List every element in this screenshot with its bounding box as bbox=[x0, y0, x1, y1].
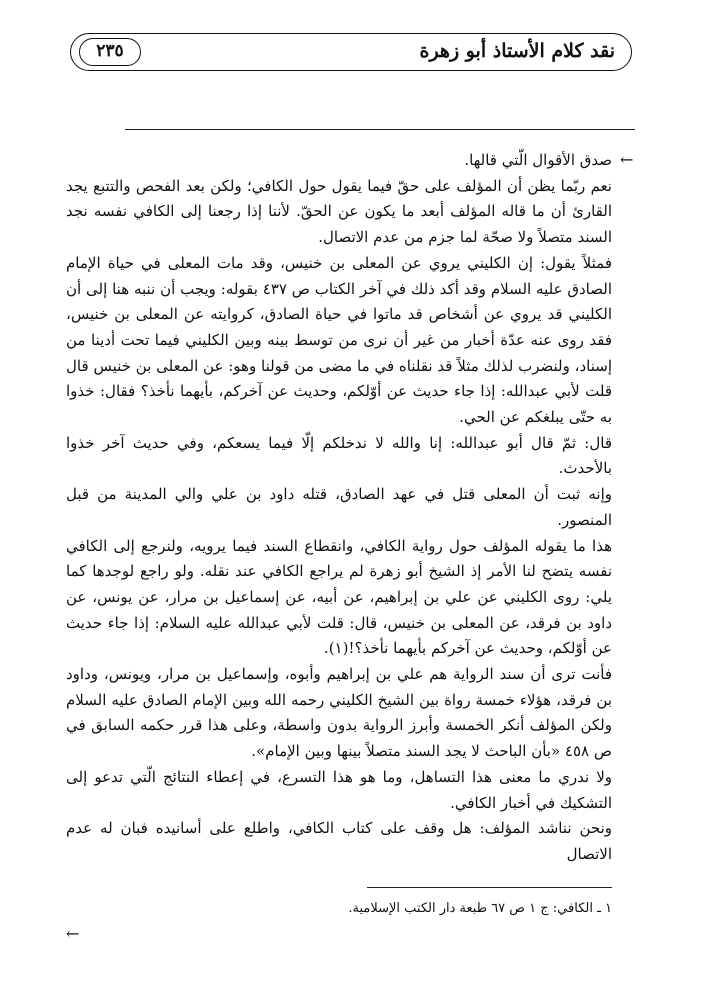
paragraph: فأنت ترى أن سند الرواية هم علي بن إبراهيم وأبوه، وإسماعيل بن مرار، ويونس، وداود بن فرقد، هؤلاء خمسة رواة بين الشيخ الكليني رحمه الله وبين الإمام الصادق عليه السلام ولكن المؤلف أنكر الخمسة وأبرز الرواية بدون واسطة، وعلى هذا قرر حكمه السابق في ص ٤٥٨ «بأن الباحث لا يجد السند متصلاً بينها وبين الإمام». bbox=[66, 665, 612, 761]
paragraph: هذا ما يقوله المؤلف حول رواية الكافي، وانقطاع السند فيما يرويه، ولنرجع إلى الكافي نفسه يتضح لنا الأمر إذ الشيخ أبو زهرة لم يراجع الكافي عند نقله. ولو راجع لوجدها كما يلي: روى الكليني عن علي بن إبراهيم، عن أبيه، عن إسماعيل بن مرار، عن يونس، عن داود بن فرقد، عن المعلى بن خنيس، قال: قلت لأبي عبدالله عليه السلام: إذا جاء حديث عن أوّلكم، وحديث عن آخركم بأيهما نأخذ؟!(١). bbox=[66, 536, 612, 658]
page-number: ٢٣٥ bbox=[79, 38, 141, 66]
main-text bbox=[66, 148, 612, 868]
footnote: ١ ـ الكافي: ج ١ ص ٦٧ طبعة دار الكتب الإسلامية. bbox=[348, 901, 612, 916]
paragraph: فمثلاً يقول: إن الكليني يروي عن المعلى بن خنيس، وقد مات المعلى في حياة الإمام الصادق عليه السلام وقد أكد ذلك في آخر الكتاب ص ٤٣٧ بقوله: ويجب أن ننبه هنا إلى أن الكليني قد يروي عن أشخاص قد ماتوا في حياة الصادق، كروايته عن المعلى بن خنيس، فقد روى عنه عدّة أخبار من غير أن نرى من توسط بينه وبين الكليني فيما تحت أدينا من إسناد، ولنضرب لذلك مثلاً قد نقلناه في ما مضى من قولنا وهو: عن المعلى بن خنيس قال قلت لأبي عبدالله: إذا جاء حديث عن أوّلكم، وحديث عن آخركم، بأيهما نأخذ؟ فقال: خذوا به حتّى يبلغكم عن الحي. bbox=[66, 253, 612, 427]
header-divider bbox=[125, 129, 635, 130]
paragraph: قال: ثمّ قال أبو عبدالله: إنا والله لا ندخلكم إلّا فيما يسعكم، وفي حديث آخر خذوا بالأحدث. bbox=[66, 433, 612, 478]
paragraph: نعم ربّما يظن أن المؤلف على حقّ فيما يقول حول الكافي؛ ولكن بعد الفحص والتتبع يجد القارئ أن ما قاله المؤلف أبعد ما يكون عن الحقّ. لأننا إذا رجعنا إلى الكافي نفسه نجد السند متصلاً ولا صحّة لما جزم من عدم الاتصال. bbox=[66, 176, 612, 247]
paragraph: ونحن نناشد المؤلف: هل وقف على كتاب الكافي، واطلع على أسانيده فبان له عدم الاتصال bbox=[66, 819, 612, 863]
paragraph: ولا ندري ما معنى هذا التساهل، وما هو هذا التسرع، في إعطاء النتائج الّتي تدعو إلى التشكيك في أخبار الكافي. bbox=[66, 767, 612, 812]
paragraph: صدق الأقوال الّتي قالها. bbox=[464, 151, 612, 169]
running-header bbox=[70, 33, 632, 71]
continues-arrow-icon: ← bbox=[66, 924, 80, 943]
continued-arrow-icon: ← bbox=[620, 150, 634, 169]
header-title: نقد كلام الأستاذ أبو زهرة bbox=[419, 40, 615, 62]
paragraph: وإنه ثبت أن المعلى قتل في عهد الصادق، قتله داود بن علي والي المدينة من قبل المنصور. bbox=[66, 485, 612, 529]
footnote-divider bbox=[367, 887, 612, 888]
